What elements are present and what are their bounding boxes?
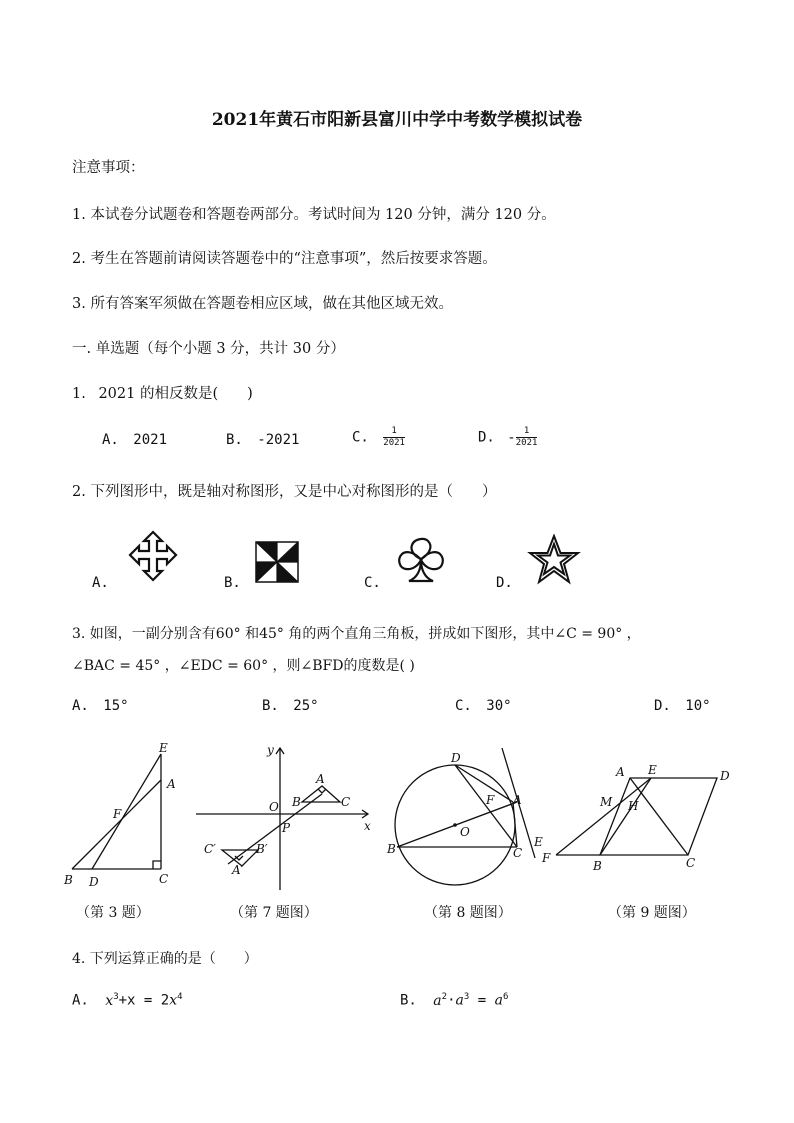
four-arrow-cross-icon	[122, 530, 184, 584]
option-label: A.	[72, 698, 89, 714]
label-d: D	[451, 751, 461, 765]
label-a: A	[167, 777, 176, 791]
label-f: F	[113, 807, 122, 821]
math-variable: a	[494, 992, 503, 1009]
pinwheel-icon	[254, 540, 300, 584]
exponent: 3	[463, 992, 470, 1002]
q1-option-a	[102, 432, 167, 448]
question-1	[72, 382, 253, 403]
exponent: 6	[502, 992, 509, 1002]
notice-item-number: 1.	[72, 207, 86, 223]
notice-item-text: 本试卷分试题卷和答题卷两部分。考试时间为 120 分钟，满分 120 分。	[90, 207, 556, 223]
figure-7-caption: （第 7 题图）	[230, 905, 318, 921]
label-c: C	[686, 856, 696, 870]
exponent: 2	[441, 992, 448, 1002]
math-operator: ·	[447, 992, 456, 1009]
label-e: E	[648, 763, 657, 777]
label-c-prime: C′	[204, 842, 216, 856]
figure-7-coordinate-plane	[192, 740, 377, 895]
option-label: C.	[352, 429, 369, 446]
fraction	[383, 426, 405, 449]
math-variable: a	[433, 992, 442, 1009]
math-variable: a	[455, 992, 464, 1009]
math-variable: x	[105, 992, 114, 1009]
figure-8-caption: （第 8 题图）	[424, 905, 512, 921]
fraction	[516, 426, 538, 449]
notice-item-text: 考生在答题前请阅读答题卷中的“注意事项”，然后按要求答题。	[90, 251, 497, 267]
q4-option-a	[72, 992, 183, 1009]
option-text: -2021	[257, 432, 300, 448]
option-label: D.	[478, 429, 495, 446]
notice-item-text: 所有答案军须做在答题卷相应区域，做在其他区域无效。	[90, 296, 453, 312]
club-icon	[394, 536, 448, 586]
q4-option-b	[400, 992, 508, 1009]
label-c: C	[513, 846, 523, 860]
notice-item-3	[72, 292, 453, 313]
figure-3-caption: （第 3 题）	[76, 905, 150, 921]
fraction-denominator: 2021	[383, 438, 405, 448]
option-text: 25°	[293, 698, 319, 714]
figure-8-circle	[382, 740, 550, 890]
label-a: A	[316, 772, 325, 786]
label-a-prime: A′	[232, 863, 244, 877]
option-label: B.	[400, 992, 417, 1009]
notice-item-number: 2.	[72, 251, 86, 267]
option-text: 30°	[486, 698, 512, 714]
label-b: B	[64, 873, 73, 887]
question-stem: 2021 的相反数是( )	[98, 386, 253, 402]
q2-option-d-label: D.	[496, 575, 513, 591]
label-a: A	[513, 793, 522, 807]
exponent: 3	[113, 992, 119, 1002]
figure-3-triangles	[60, 740, 190, 890]
q2-option-b-label: B.	[224, 575, 241, 591]
question-3-stem-line1: 3. 如图，一副分别含有60° 和45° 角的两个直角三角板，拼成如下图形，其中∠C = 90° ，	[72, 626, 641, 642]
option-label: B.	[226, 432, 243, 448]
label-m: M	[600, 795, 613, 809]
q1-option-b	[226, 432, 299, 448]
label-o: O	[460, 825, 470, 839]
label-a: A	[616, 765, 625, 779]
notice-item-2	[72, 247, 497, 268]
minus-sign: -	[507, 429, 516, 446]
fraction-numerator: 1	[383, 426, 405, 438]
math-operator: +x = 2	[118, 992, 170, 1009]
question-4-stem: 4. 下列运算正确的是（ ）	[72, 951, 258, 967]
math-variable: x	[169, 992, 178, 1009]
q3-option-d	[654, 698, 711, 714]
double-star-icon	[524, 534, 584, 586]
q1-option-c	[352, 426, 405, 449]
label-x: x	[364, 819, 371, 833]
option-text: 10°	[685, 698, 711, 714]
option-label: C.	[455, 698, 472, 714]
label-e: E	[534, 835, 543, 849]
fraction-numerator: 1	[516, 426, 538, 438]
label-b: B	[387, 842, 396, 856]
figure-9-caption: （第 9 题图）	[608, 905, 696, 921]
label-c: C	[159, 872, 169, 886]
center-dot	[453, 823, 457, 827]
label-c: C	[341, 795, 351, 809]
page-title: 2021年黄石市阳新县富川中学中考数学模拟试卷	[211, 110, 583, 130]
q2-option-a-label: A.	[92, 575, 109, 591]
question-number: 1.	[72, 386, 86, 402]
notice-heading: 注意事项：	[72, 160, 145, 176]
question-3-stem-line2: ∠BAC = 45° ，∠EDC = 60° ，则∠BFD的度数是( )	[72, 658, 415, 674]
figure-9-parallelogram	[540, 760, 740, 875]
section-heading: 一. 单选题（每个小题 3 分，共计 30 分）	[72, 341, 345, 357]
label-b: B	[593, 859, 602, 873]
q2-option-c-label: C.	[364, 575, 381, 591]
option-text: 2021	[133, 432, 168, 448]
fraction-denominator: 2021	[515, 438, 538, 448]
option-label: A.	[72, 992, 89, 1009]
exponent: 4	[177, 992, 183, 1002]
label-b-prime: B′	[256, 842, 268, 856]
q3-option-a	[72, 698, 129, 714]
option-text: 15°	[103, 698, 129, 714]
q1-option-d	[478, 426, 537, 449]
q3-option-c	[455, 698, 512, 714]
question-2-stem: 2. 下列图形中，既是轴对称图形，又是中心对称图形的是（ ）	[72, 484, 497, 500]
notice-item-1	[72, 203, 556, 224]
math-operator: =	[469, 992, 495, 1009]
label-e: E	[159, 741, 168, 755]
label-f: F	[542, 851, 551, 865]
notice-item-number: 3.	[72, 296, 86, 312]
label-b: B	[292, 795, 301, 809]
option-label: D.	[654, 698, 671, 714]
q3-option-b	[262, 698, 319, 714]
label-y: y	[267, 743, 274, 757]
label-o: O	[269, 800, 279, 814]
label-f: F	[486, 793, 495, 807]
label-d: D	[89, 875, 99, 889]
option-label: B.	[262, 698, 279, 714]
label-h: H	[628, 799, 639, 813]
label-d: D	[720, 769, 730, 783]
label-p: P	[282, 821, 291, 835]
option-label: A.	[102, 432, 119, 448]
